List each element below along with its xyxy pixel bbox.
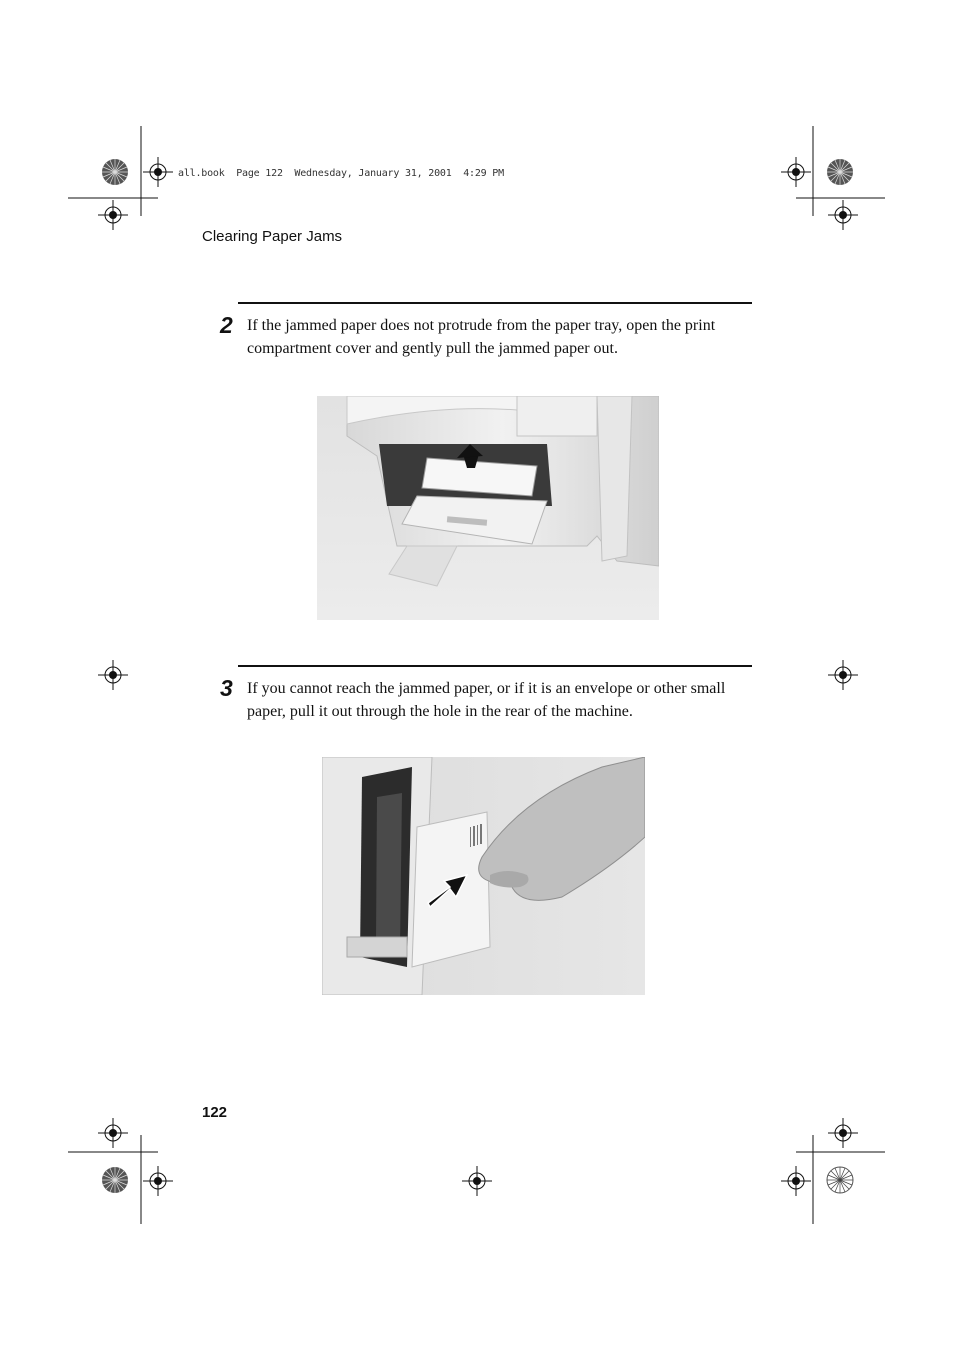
crosshair-registration-icon [781, 1166, 811, 1196]
crosshair-registration-icon [98, 200, 128, 230]
crosshair-registration-icon [828, 200, 858, 230]
crosshair-registration-icon [143, 157, 173, 187]
starburst-target-icon [101, 1166, 129, 1194]
crosshair-registration-icon [98, 1118, 128, 1148]
step-2-number: 2 [220, 312, 233, 338]
crosshair-registration-icon [828, 1118, 858, 1148]
crosshair-registration-icon [781, 157, 811, 187]
slug-line: all.book Page 122 Wednesday, January 31, 2001 4:29 PM [178, 168, 504, 179]
crosshair-registration-icon [828, 660, 858, 690]
starburst-target-icon [101, 158, 129, 186]
starburst-target-icon [826, 158, 854, 186]
crosshair-registration-icon [143, 1166, 173, 1196]
starburst-target-icon [826, 1166, 854, 1194]
step-2-text: If the jammed paper does not protrude from the paper tray, open the print compartment cover and gently pull the jammed paper out. [247, 317, 716, 357]
running-header: Clearing Paper Jams [202, 228, 343, 245]
step-3-text: If you cannot reach the jammed paper, or if it is an envelope or other small paper, pull it out through the hole in the rear of the machine. [247, 680, 726, 720]
crosshair-registration-icon [462, 1166, 492, 1196]
step-3-number: 3 [220, 675, 233, 701]
page-number: 122 [202, 1104, 228, 1121]
crosshair-registration-icon [98, 660, 128, 690]
